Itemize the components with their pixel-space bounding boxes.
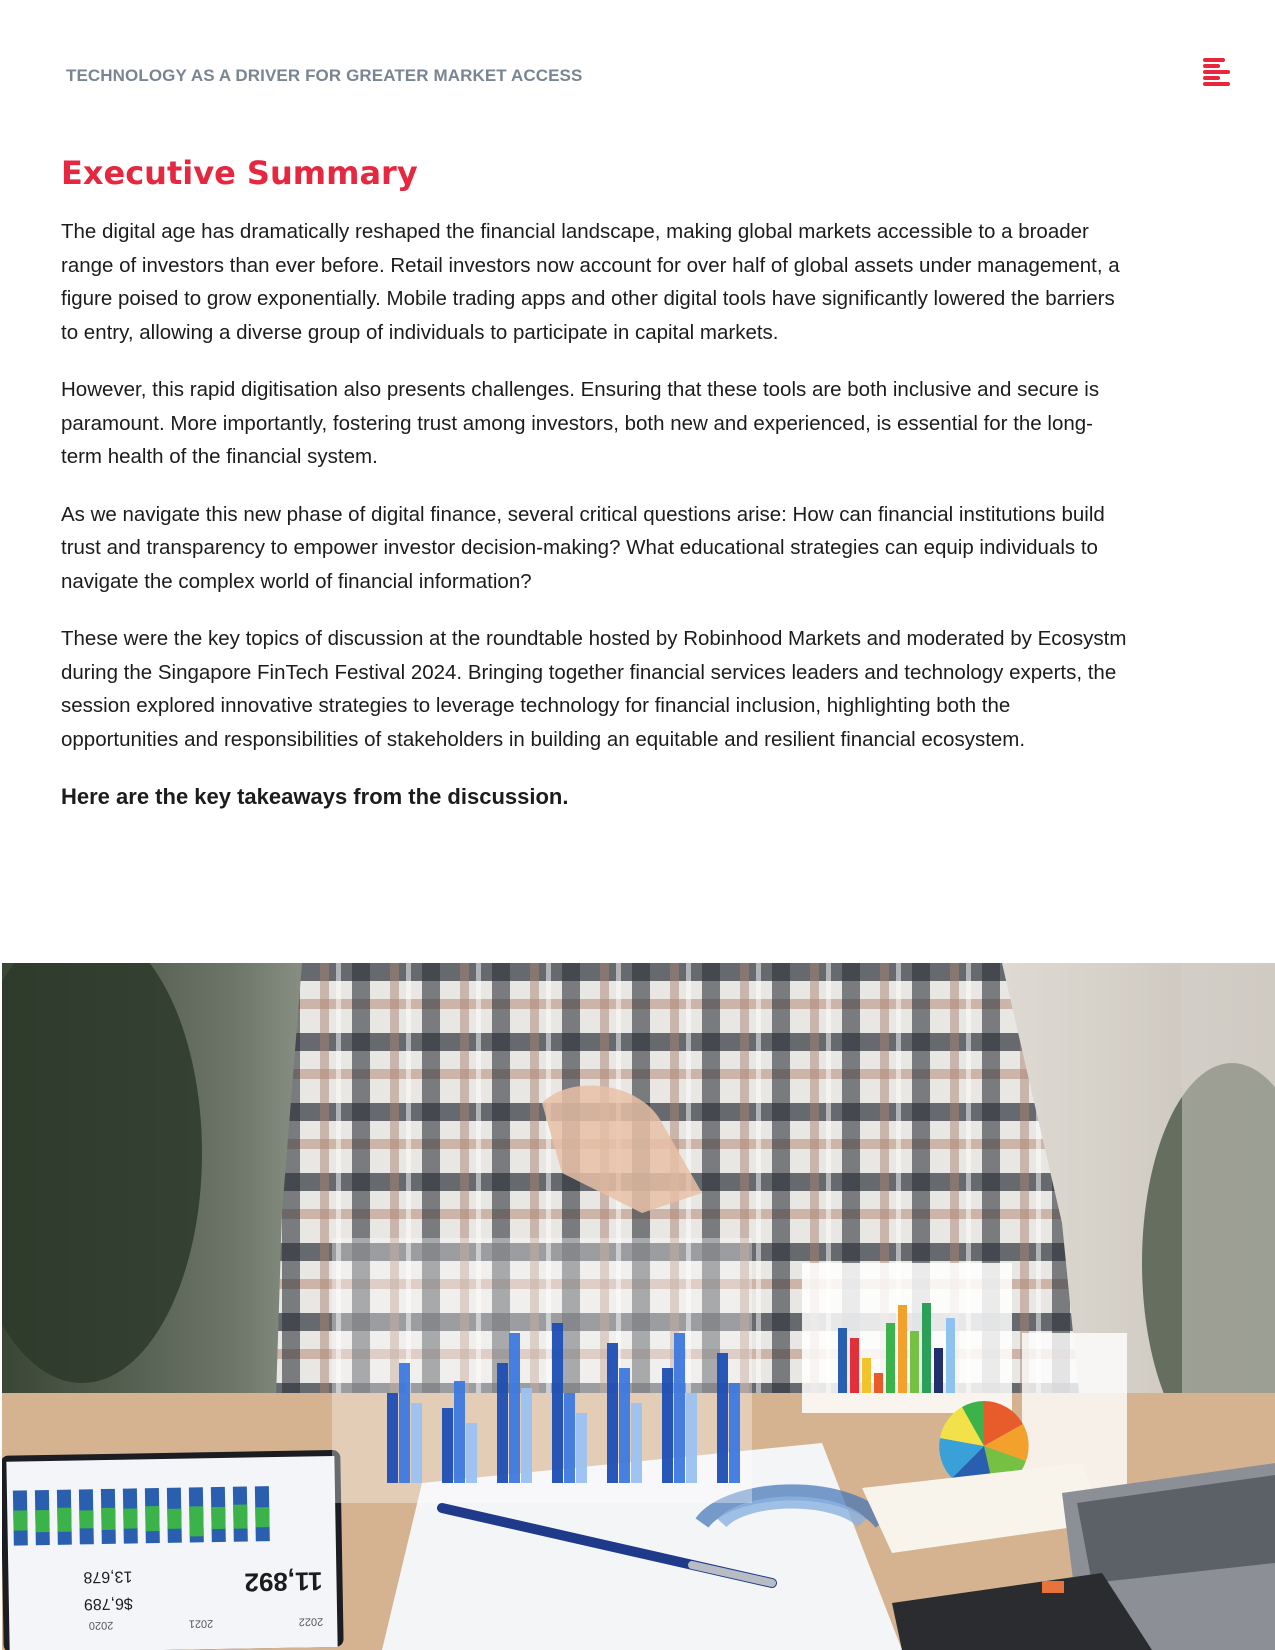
key-takeaways-lead: Here are the key takeaways from the discussion. xyxy=(61,784,569,809)
paragraph: However, this rapid digitisation also presents challenges. Ensuring that these tools are both inclusive and secure is paramount. More importantly, fostering trust among investors, both new and experienced, is essential for the long-term health of the financial system. xyxy=(61,378,1100,468)
tablet-value: 13,678 xyxy=(83,1567,133,1586)
body-text xyxy=(61,215,1131,838)
paragraph: These were the key topics of discussion at the roundtable hosted by Robinhood Markets and moderated by Ecosystm during the Singapore FinTech Festival 2024. Bringing together financial services leaders and technology experts, the session explored innovative strategies to leverage technology for financial inclusion, highlighting both the opportunities and responsibilities of stakeholders in building an equitable and resilient financial ecosystem. xyxy=(61,627,1127,751)
section-title: Executive Summary xyxy=(61,154,418,192)
hero-photo-illustration xyxy=(2,963,1275,1650)
tablet-year-label: 2020 xyxy=(88,1618,114,1632)
tablet-year-label: 2022 xyxy=(298,1615,324,1628)
paragraph: As we navigate this new phase of digital finance, several critical questions arise: How can financial institutions build trust and transparency to empower investor decision-making? What educational strategies can equip individuals to navigate the complex world of financial information? xyxy=(61,502,1105,593)
paragraph: The digital age has dramatically reshaped the financial landscape, making global markets accessible to a broader range of investors than ever before. Retail investors now account for over half of global assets under management, a figure poised to grow exponentially. Mobile trading apps and other digital tools have significantly lowered the barriers to entry, allowing a diverse group of individuals to participate in capital markets. xyxy=(61,220,1120,344)
tablet-total-value: 11,892 xyxy=(244,1566,323,1598)
tablet-value: $6,789 xyxy=(83,1594,134,1613)
hero-photo xyxy=(2,963,1275,1650)
ecosystm-logo-icon xyxy=(1203,58,1233,86)
header-title: TECHNOLOGY AS A DRIVER FOR GREATER MARKET ACCESS xyxy=(66,66,583,85)
tablet-year-label: 2021 xyxy=(188,1617,214,1630)
